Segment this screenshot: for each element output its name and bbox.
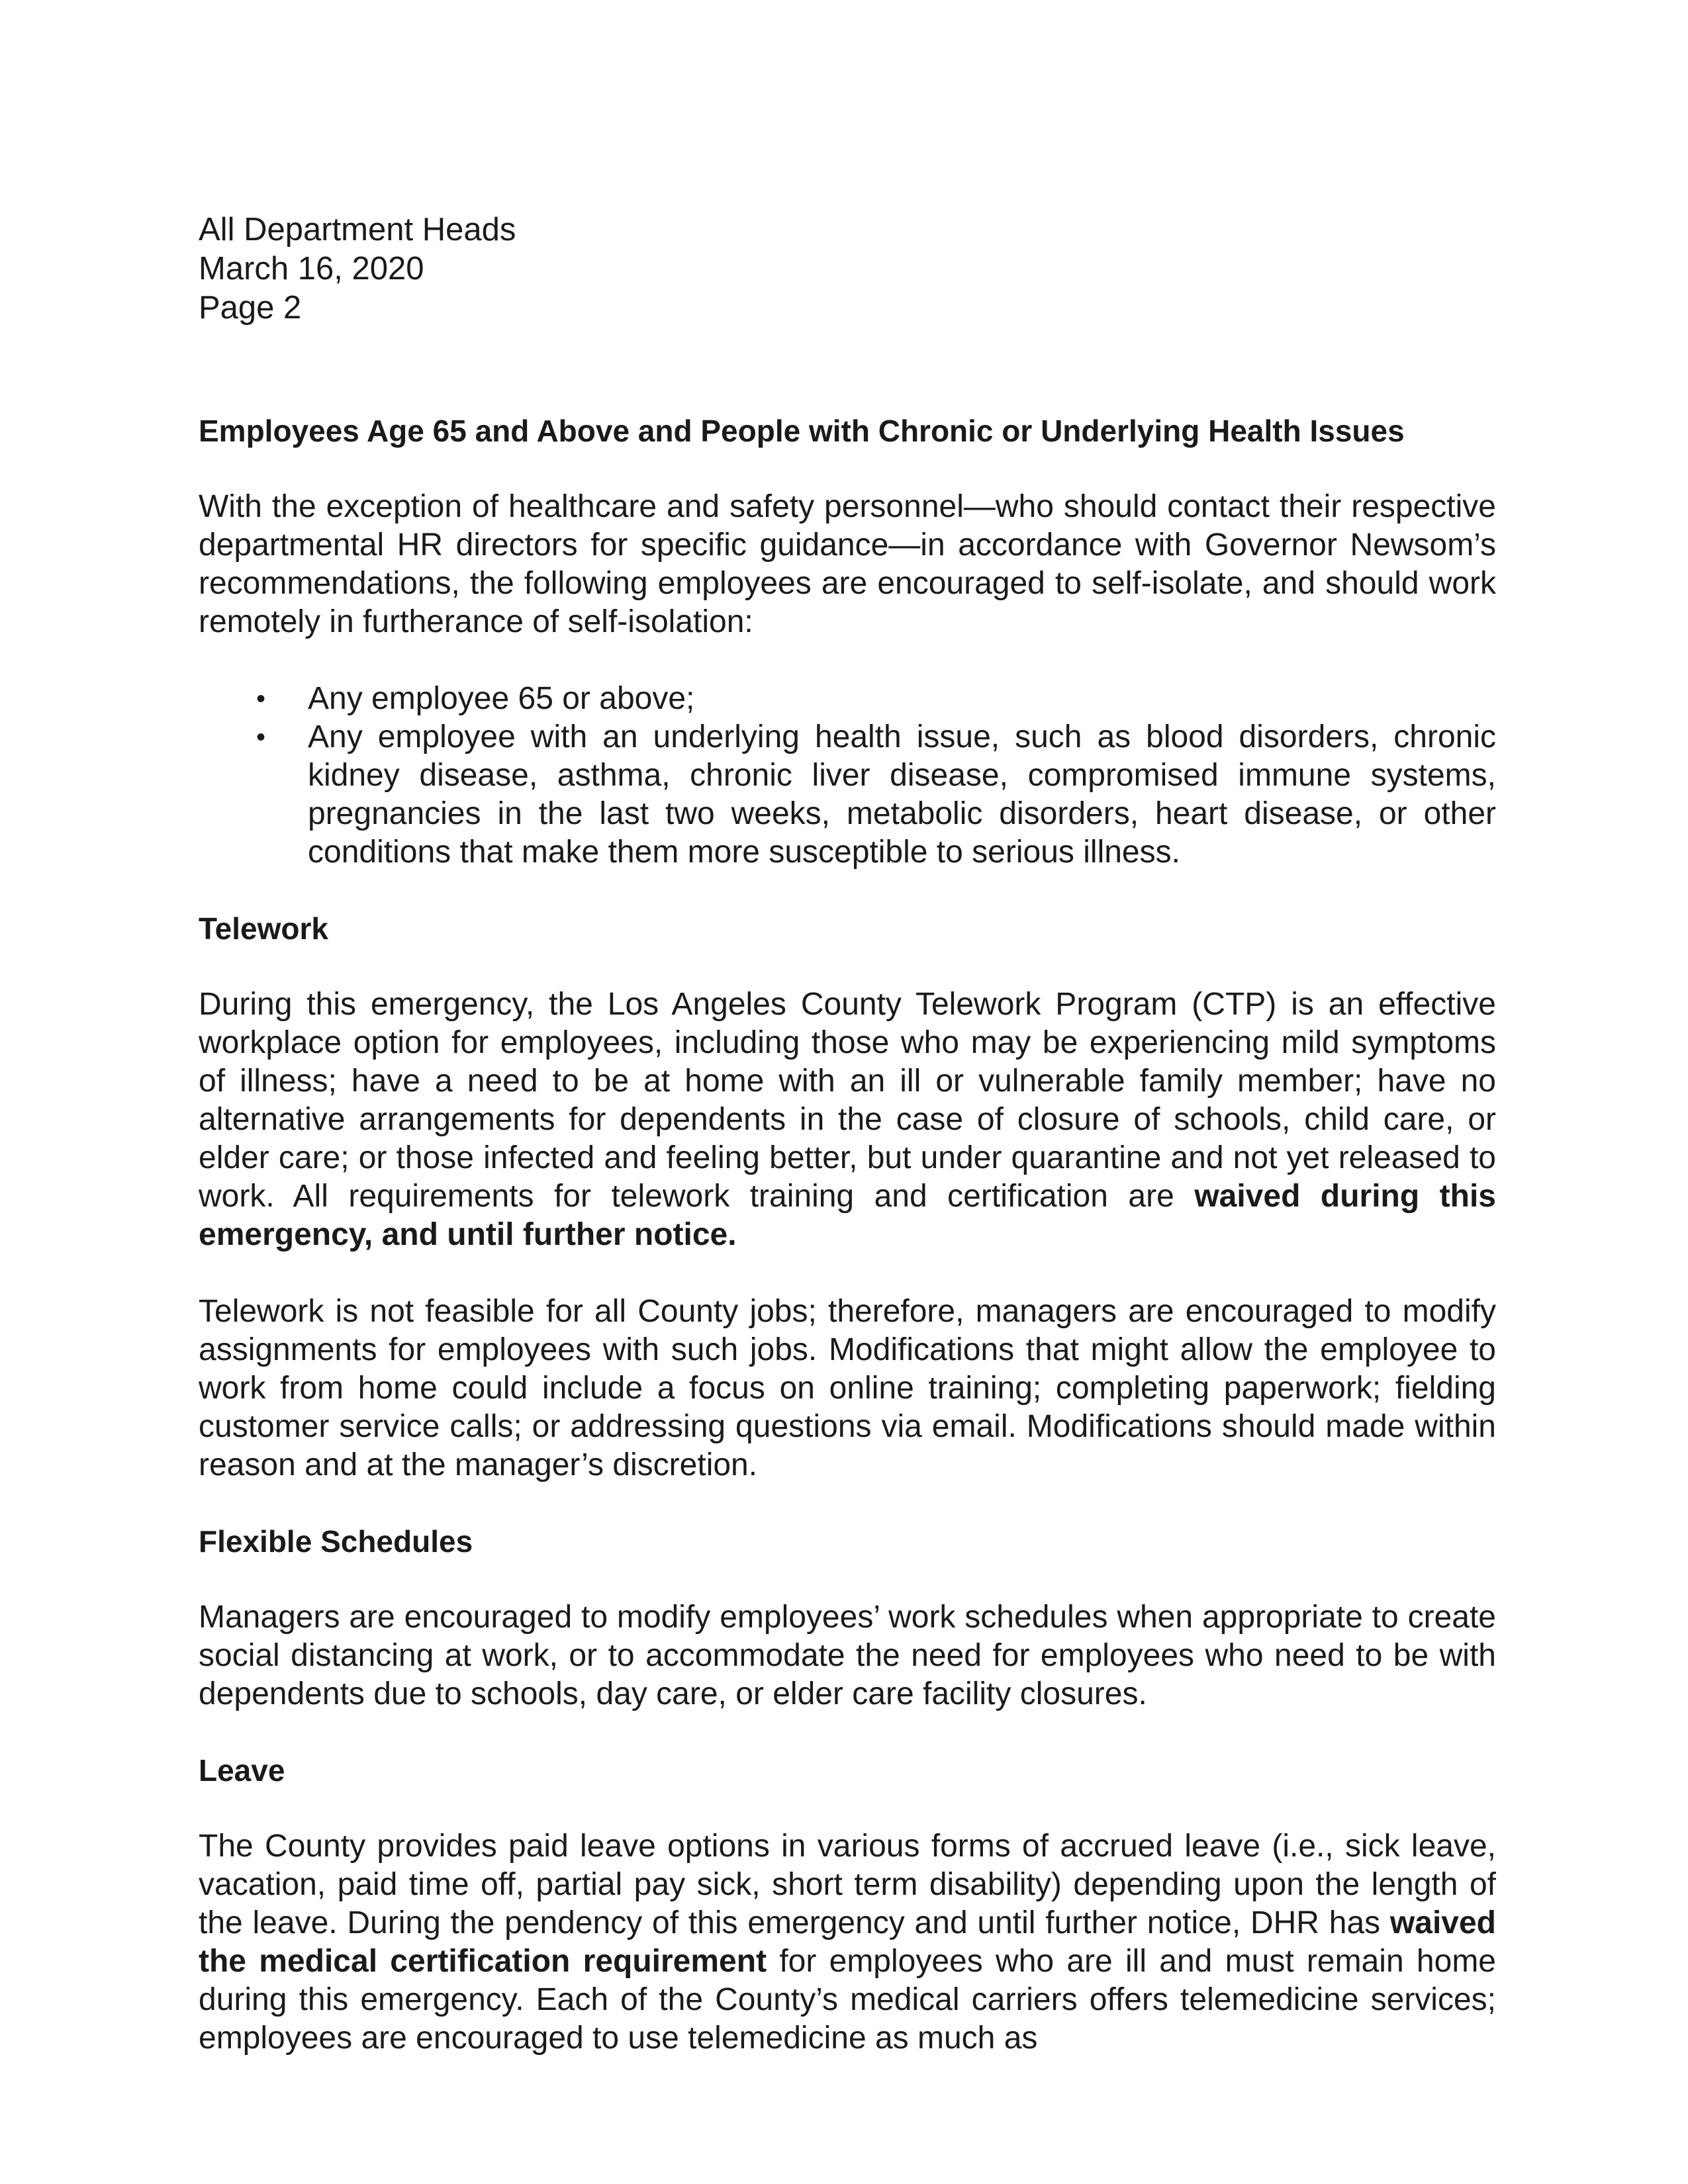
bullet-text: Any employee 65 or above; [308, 681, 695, 716]
bullet-item [199, 680, 1496, 718]
paragraph-telework-text: During this emergency, the Los Angeles County Telework Program (CTP) is an effective workplace option for employees, including those who may be experiencing mild symptoms of illness; have a need to be at home with an ill or vulnerable family member; have no alternative arrangements for dependents in the case of closure of schools, child care, or elder care; or those infected and feeling better, but under quarantine and not yet released to work. All requirements for telework training and certification are [199, 987, 1496, 1214]
paragraph-telework-bold: waived during this emergency, and until further notice. [199, 1179, 1496, 1252]
document-body [199, 210, 1496, 2058]
paragraph-leave-pre: The County provides paid leave options in various forms of accrued leave (i.e., sick leave, vacation, paid time off, partial pay sick, short term disability) depending upon the length of the leave. During the pendency of this emergency and until further notice, DHR has [199, 1829, 1496, 1940]
paragraph-leave-bold: waived the medical certification requirement [199, 1905, 1496, 1979]
memo-date: March 16, 2020 [199, 251, 424, 287]
bullet-icon: • [256, 684, 266, 713]
paragraph-telework-program [199, 985, 1496, 1254]
paragraph-leave [199, 1827, 1496, 2058]
section-heading-leave: Leave [199, 1753, 285, 1788]
paragraph-flexible-schedules: Managers are encouraged to modify employees’ work schedules when appropriate to create social distancing at work, or to accommodate the need for employees who need to be with dependents due to schools, day care, or elder care facility closures. [199, 1600, 1496, 1711]
paragraph-age: With the exception of healthcare and safety personnel—who should contact their respective departmental HR directors for specific guidance—in accordance with Governor Newsom’s recommendations, the following employees are encouraged to self-isolate, and should work remotely in furtherance of self-isolation: [199, 489, 1496, 639]
section-heading-telework: Telework [199, 911, 328, 946]
memo-recipient: All Department Heads [199, 212, 516, 248]
bullet-text: Any employee with an underlying health issue, such as blood disorders, chronic kidney disease, asthma, chronic liver disease, compromised immune systems, pregnancies in the last two weeks, metabolic disorders, heart disease, or other conditions that make them more susceptible to serious illness. [308, 719, 1496, 870]
paragraph-telework-modifications: Telework is not feasible for all County jobs; therefore, managers are encouraged to modify assignments for employees with such jobs. Modifications that might allow the employee to work from home could include a focus on online training; completing paperwork; fielding customer service calls; or addressing questions via email. Modifications should made within reason and at the manager’s discretion. [199, 1294, 1496, 1482]
memo-header [199, 210, 1496, 328]
section-heading-age: Employees Age 65 and Above and People with Chronic or Underlying Health Issues [199, 414, 1405, 448]
bullet-list-age [199, 680, 1496, 872]
bullet-item [199, 718, 1496, 872]
bullet-icon: • [256, 723, 266, 752]
section-heading-flexible-schedules: Flexible Schedules [199, 1524, 473, 1559]
memo-page-number: Page 2 [199, 290, 302, 326]
paragraph-leave-post: for employees who are ill and must remain home during this emergency. Each of the County’s medical carriers offers telemedicine services; employees are encouraged to use telemedicine as much as [199, 1944, 1496, 2056]
